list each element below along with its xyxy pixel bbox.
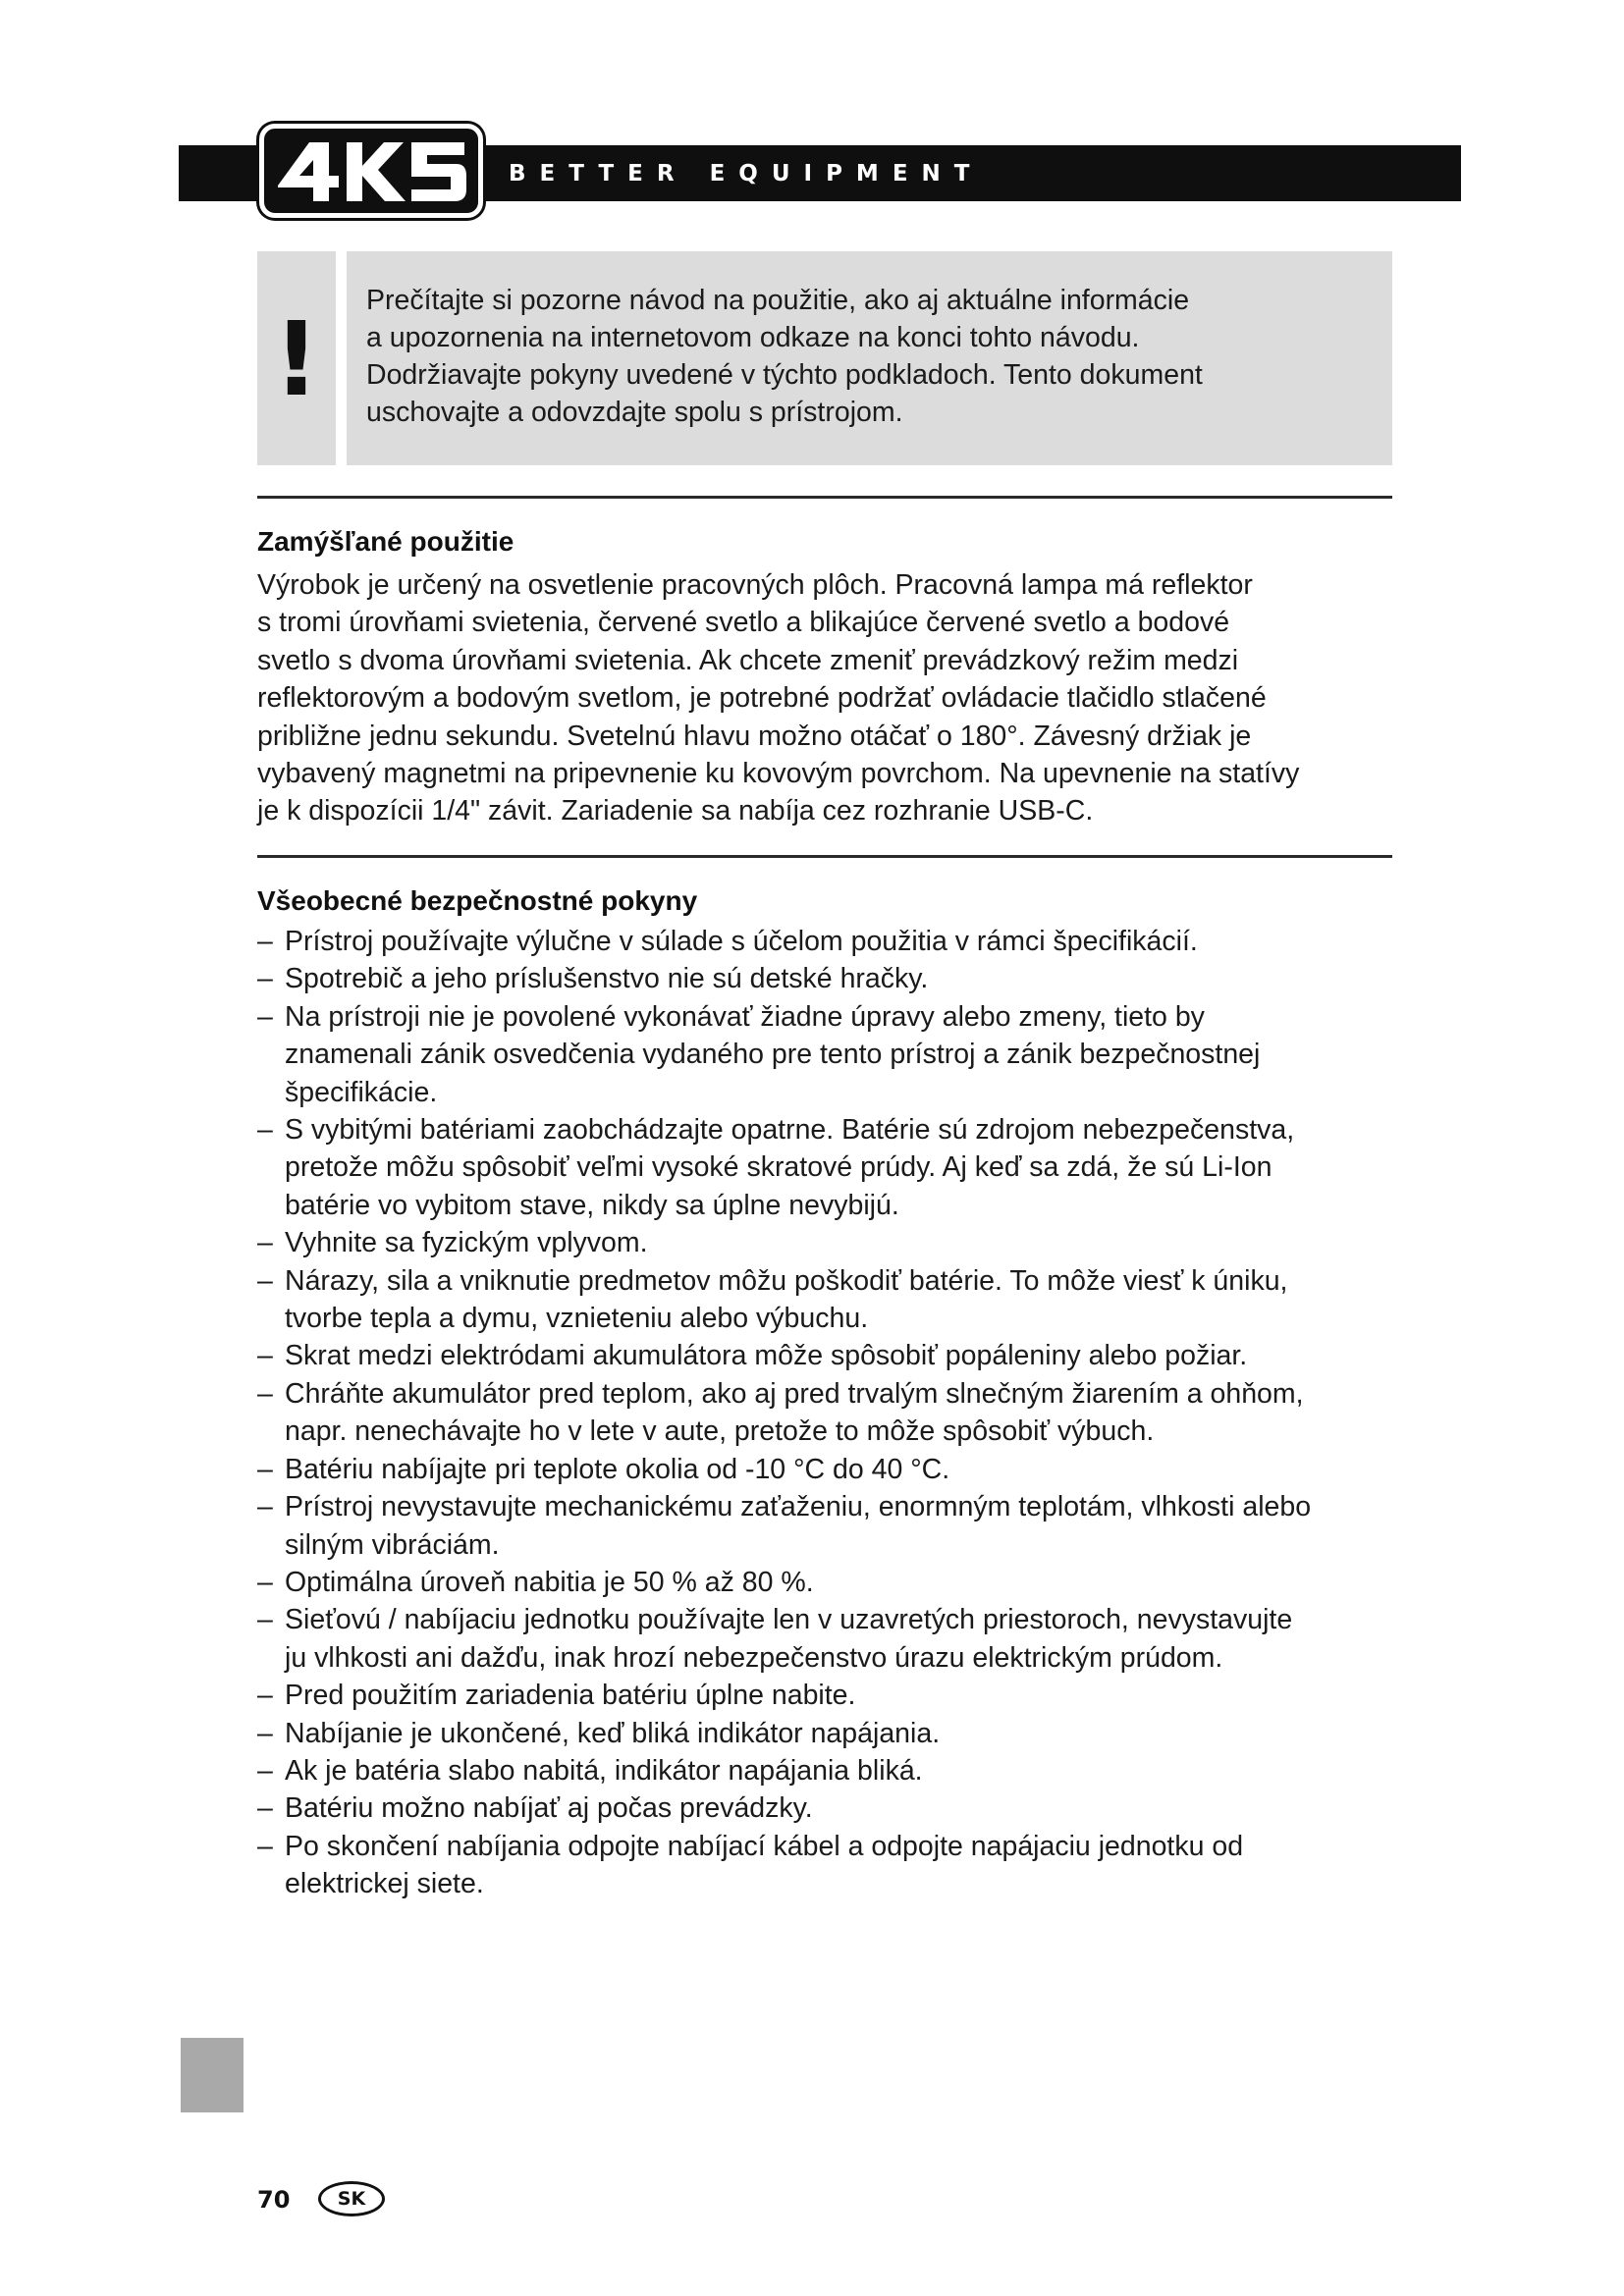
- brand-logo-graphic: [264, 129, 478, 213]
- bullet-dash: –: [257, 1227, 273, 1259]
- safety-item-text: [285, 1111, 1311, 1224]
- safety-item-line: elektrickej siete.: [285, 1868, 484, 1900]
- safety-heading: Všeobecné bezpečnostné pokyny: [257, 885, 698, 916]
- safety-item-line: ju vlhkosti ani dažďu, inak hrozí nebezpečenstvo úrazu elektrickým prúdom.: [285, 1641, 1223, 1674]
- safety-item: [257, 1677, 1311, 1714]
- safety-item-line: Ak je batéria slabo nabitá, indikátor napájania bliká.: [285, 1754, 923, 1787]
- safety-item-line: pretože môžu spôsobiť veľmi vysoké skratové prúdy. Aj keď sa zdá, že sú Li-Ion: [285, 1151, 1272, 1184]
- safety-item-line: Batériu možno nabíjať aj počas prevádzky.: [285, 1792, 813, 1825]
- safety-item-text: [285, 1375, 1311, 1451]
- bullet-dash: –: [257, 1604, 273, 1636]
- bullet-dash: –: [257, 963, 273, 995]
- safety-item: [257, 1564, 1311, 1601]
- safety-item-text: [285, 1677, 1311, 1714]
- safety-item: [257, 1828, 1311, 1903]
- safety-item-text: [285, 1828, 1311, 1903]
- page-number: 70: [257, 2186, 291, 2214]
- paragraph-line: svetlo s dvoma úrovňami svietenia. Ak chcete zmeniť prevádzkový režim medzi: [257, 644, 1239, 676]
- safety-item-text: [285, 960, 1311, 997]
- safety-item-line: napr. nenechávajte ho v lete v aute, pretože to môže spôsobiť výbuch.: [285, 1415, 1155, 1448]
- paragraph-line: reflektorovým a bodovým svetlom, je potrebné podržať ovládacie tlačidlo stlačené: [257, 682, 1267, 715]
- section-divider: [257, 496, 1392, 499]
- safety-item-text: [285, 1752, 1311, 1789]
- bullet-dash: –: [257, 1566, 273, 1598]
- bullet-dash: –: [257, 1680, 273, 1712]
- safety-item-line: znamenali zánik osvedčenia vydaného pre tento prístroj a zánik bezpečnostnej: [285, 1039, 1261, 1071]
- page-tab-marker: [181, 2038, 244, 2112]
- exclamation-icon: !: [273, 299, 320, 419]
- bullet-dash: –: [257, 1340, 273, 1372]
- notice-line: Prečítajte si pozorne návod na použitie, ako aj aktuálne informácie: [366, 285, 1190, 316]
- bullet-dash: –: [257, 1114, 273, 1147]
- safety-item-line: S vybitými batériami zaobchádzajte opatrne. Batérie sú zdrojom nebezpečenstva,: [285, 1114, 1295, 1147]
- bullet-dash: –: [257, 1453, 273, 1485]
- bullet-dash: –: [257, 1491, 273, 1523]
- safety-item-text: [285, 1564, 1311, 1601]
- safety-item-text: [285, 1262, 1311, 1338]
- intended-use-heading: Zamýšľané použitie: [257, 526, 514, 557]
- safety-item-line: batérie vo vybitom stave, nikdy sa úplne nevybijú.: [285, 1189, 899, 1221]
- notice-line: Dodržiavajte pokyny uvedené v týchto podkladoch. Tento dokument: [366, 359, 1203, 391]
- safety-item: [257, 1451, 1311, 1488]
- notice-line: uschovajte a odovzdajte spolu s prístrojom.: [366, 397, 903, 428]
- safety-list: [257, 923, 1311, 1903]
- intended-use-paragraph: [257, 566, 1299, 830]
- paragraph-line: Výrobok je určený na osvetlenie pracovných plôch. Pracovná lampa má reflektor: [257, 569, 1253, 601]
- safety-item-line: Prístroj používajte výlučne v súlade s účelom použitia v rámci špecifikácií.: [285, 926, 1198, 957]
- safety-item-line: Batériu nabíjajte pri teplote okolia od -10 °C do 40 °C.: [285, 1453, 950, 1485]
- safety-item-line: Vyhnite sa fyzickým vplyvom.: [285, 1227, 648, 1259]
- bullet-dash: –: [257, 1000, 273, 1033]
- paragraph-line: s tromi úrovňami svietenia, červené svetlo a blikajúce červené svetlo a bodové: [257, 607, 1230, 639]
- safety-item: [257, 1601, 1311, 1677]
- safety-item-text: [285, 1601, 1311, 1677]
- safety-item-text: [285, 1224, 1311, 1261]
- safety-item: [257, 1375, 1311, 1451]
- safety-item-text: [285, 1337, 1311, 1374]
- safety-item-line: Nabíjanie je ukončené, keď bliká indikátor napájania.: [285, 1717, 941, 1749]
- notice-panel: [347, 251, 1392, 465]
- safety-item: [257, 1262, 1311, 1338]
- bullet-dash: –: [257, 926, 273, 957]
- bullet-dash: –: [257, 1792, 273, 1825]
- safety-item-line: špecifikácie.: [285, 1076, 438, 1108]
- notice-icon-panel: [257, 251, 336, 465]
- notice-text: [366, 282, 1378, 431]
- language-badge: SK: [318, 2181, 385, 2216]
- safety-item-line: Skrat medzi elektródami akumulátora môže spôsobiť popáleniny alebo požiar.: [285, 1340, 1248, 1372]
- safety-item: [257, 960, 1311, 997]
- safety-item-line: Sieťovú / nabíjaciu jednotku používajte len v uzavretých priestoroch, nevystavujte: [285, 1604, 1293, 1636]
- safety-item: [257, 1224, 1311, 1261]
- bullet-dash: –: [257, 1717, 273, 1749]
- safety-item-line: Optimálna úroveň nabitia je 50 % až 80 %.: [285, 1566, 814, 1598]
- safety-item: [257, 1715, 1311, 1752]
- bullet-dash: –: [257, 1377, 273, 1410]
- safety-item: [257, 1488, 1311, 1564]
- safety-item-line: Pred použitím zariadenia batériu úplne nabite.: [285, 1680, 856, 1712]
- paragraph-line: vybavený magnetmi na pripevnenie ku kovovým povrchom. Na upevnenie na statívy: [257, 758, 1300, 790]
- safety-item: [257, 998, 1311, 1111]
- brand-tagline: BETTER EQUIPMENT: [509, 161, 984, 187]
- notice-line: a upozornenia na internetovom odkaze na konci tohto návodu.: [366, 322, 1140, 353]
- bullet-dash: –: [257, 1830, 273, 1862]
- safety-item-text: [285, 923, 1311, 960]
- safety-item-text: [285, 1789, 1311, 1827]
- safety-item: [257, 923, 1311, 960]
- paragraph-line: je k dispozícii 1/4" závit. Zariadenie sa nabíja cez rozhranie USB-C.: [257, 795, 1094, 828]
- safety-item: [257, 1752, 1311, 1789]
- safety-item: [257, 1789, 1311, 1827]
- section-divider: [257, 855, 1392, 858]
- bullet-dash: –: [257, 1264, 273, 1297]
- safety-item-line: Na prístroji nie je povolené vykonávať žiadne úpravy alebo zmeny, tieto by: [285, 1000, 1205, 1033]
- safety-item-line: tvorbe tepla a dymu, vznieteniu alebo výbuchu.: [285, 1303, 869, 1335]
- safety-item-text: [285, 1715, 1311, 1752]
- brand-logo: [259, 124, 483, 218]
- safety-item-text: [285, 998, 1311, 1111]
- safety-item: [257, 1337, 1311, 1374]
- safety-item-line: Prístroj nevystavujte mechanickému zaťaženiu, enormným teplotám, vlhkosti alebo: [285, 1491, 1312, 1523]
- safety-item-line: silným vibráciám.: [285, 1528, 500, 1561]
- safety-item: [257, 1111, 1311, 1224]
- safety-item-line: Nárazy, sila a vniknutie predmetov môžu poškodiť batérie. To môže viesť k úniku,: [285, 1264, 1288, 1297]
- safety-item-text: [285, 1451, 1311, 1488]
- safety-item-text: [285, 1488, 1311, 1564]
- safety-item-line: Spotrebič a jeho príslušenstvo nie sú detské hračky.: [285, 963, 929, 995]
- safety-item-line: Chráňte akumulátor pred teplom, ako aj pred trvalým slnečným žiarením a ohňom,: [285, 1377, 1304, 1410]
- safety-item-line: Po skončení nabíjania odpojte nabíjací kábel a odpojte napájaciu jednotku od: [285, 1830, 1244, 1862]
- bullet-dash: –: [257, 1754, 273, 1787]
- paragraph-line: približne jednu sekundu. Svetelnú hlavu možno otáčať o 180°. Závesný držiak je: [257, 720, 1252, 752]
